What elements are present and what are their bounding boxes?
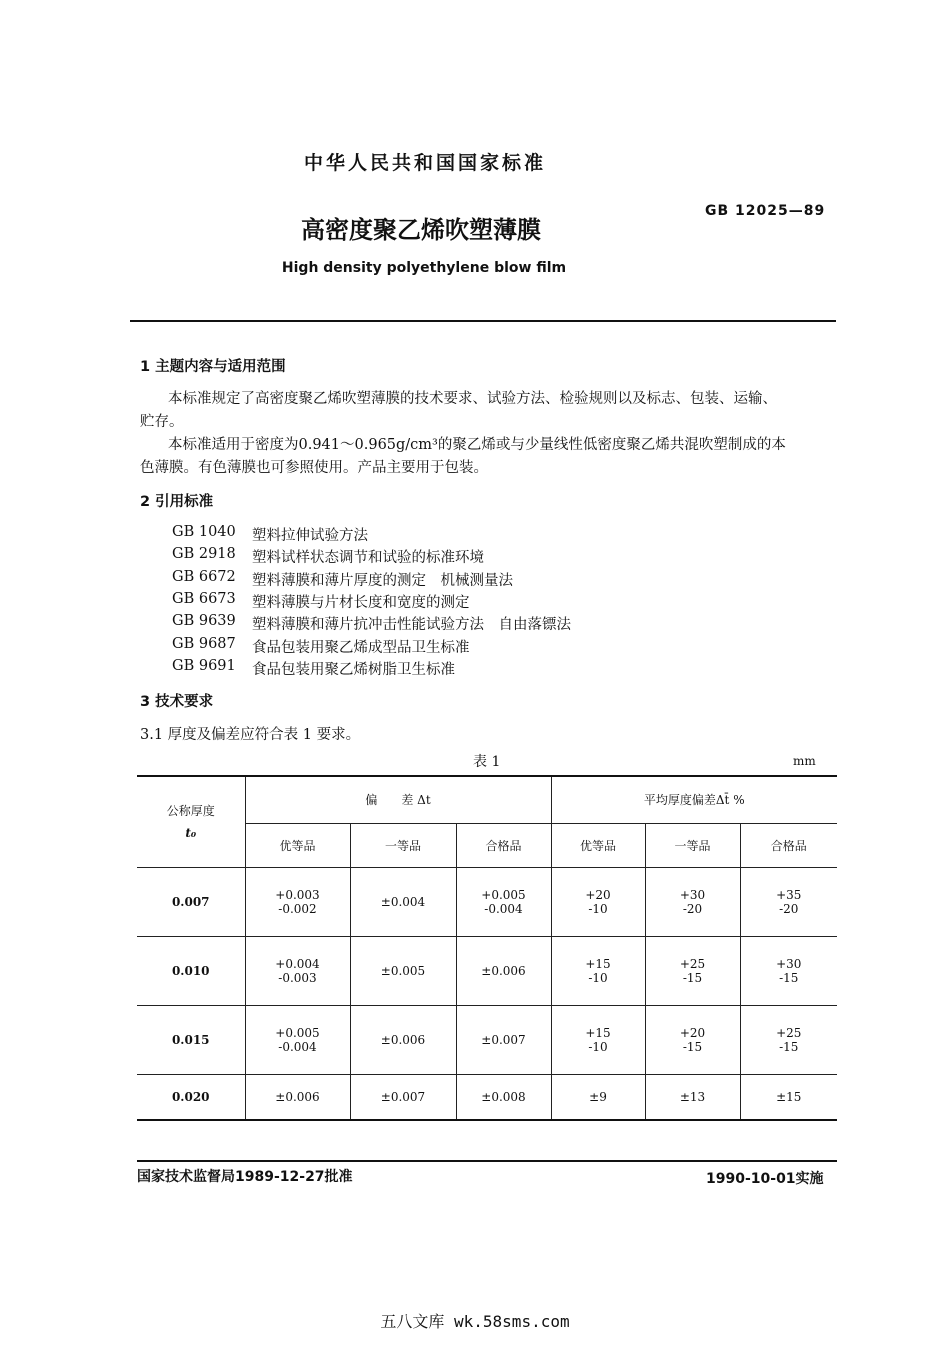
- cell-line: ±0.007: [481, 1033, 526, 1047]
- cell-line: +20: [679, 1026, 706, 1040]
- cell-line: -0.003: [278, 971, 317, 985]
- cell-line: +0.005: [481, 888, 526, 902]
- header-label: 公称厚度: [166, 804, 215, 818]
- reference-code: GB 9691: [172, 657, 236, 674]
- approval-date: 国家技术监督局1989-12-27批准: [137, 1169, 353, 1185]
- tolerance-cell: [551, 1075, 645, 1121]
- header-avg-deviation: 平均厚度偏差Δt̄ %: [551, 776, 837, 824]
- cell-line: ±15: [776, 1090, 802, 1104]
- subheader-grade: 一等品: [645, 824, 740, 868]
- clause-3-1: 3.1 厚度及偏差应符合表 1 要求。: [140, 727, 361, 743]
- header-nominal-thickness: [137, 776, 245, 868]
- issuing-org: 中华人民共和国国家标准: [303, 152, 546, 174]
- tolerance-cell: [245, 1075, 350, 1121]
- cell-line: -20: [682, 902, 703, 916]
- tolerance-cell: [740, 1075, 837, 1121]
- tolerance-cell: [645, 937, 740, 1006]
- cell-line: +15: [585, 1026, 611, 1040]
- cell-line: -15: [682, 971, 703, 985]
- reference-title: 食品包装用聚乙烯成型品卫生标准: [252, 639, 470, 656]
- subheader-grade: 优等品: [551, 824, 645, 868]
- tolerance-cell: [350, 1006, 456, 1075]
- section-1-heading: 1 主题内容与适用范围: [140, 359, 286, 375]
- table-row: [137, 937, 837, 1006]
- cell-line: 0.007: [171, 895, 210, 909]
- cell-line: -0.004: [484, 902, 523, 916]
- cell-line: ±0.004: [380, 895, 426, 909]
- tolerance-cell: [456, 868, 551, 937]
- cell-line: ±0.006: [275, 1090, 320, 1104]
- table-row: [137, 868, 837, 937]
- table-unit: mm: [793, 754, 816, 768]
- cell-line: +20: [585, 888, 611, 902]
- tolerance-cell: [245, 868, 350, 937]
- subheader-grade: 一等品: [350, 824, 456, 868]
- tolerance-cell: [456, 1006, 551, 1075]
- cell-line: +25: [679, 957, 706, 971]
- cell-line: +30: [776, 957, 802, 971]
- cell-line: ±0.005: [380, 964, 426, 978]
- tolerance-cell: [456, 1075, 551, 1121]
- reference-title: 塑料薄膜与片材长度和宽度的测定: [252, 594, 470, 611]
- tolerance-cell: [740, 868, 837, 937]
- reference-title: 塑料薄膜和薄片抗冲击性能试验方法 自由落镖法: [252, 617, 571, 634]
- cell-line: -10: [588, 902, 608, 916]
- nominal-thickness-cell: [137, 937, 245, 1006]
- tolerance-cell: [645, 1006, 740, 1075]
- effective-date: 1990-10-01实施: [706, 1171, 824, 1187]
- tolerance-cell: [551, 1006, 645, 1075]
- cell-line: -15: [779, 971, 799, 985]
- subheader-grade: 合格品: [456, 824, 551, 868]
- title-en: High density polyethylene blow film: [281, 260, 567, 276]
- reference-code: GB 1040: [172, 524, 236, 540]
- para1-line2: 贮存。: [140, 414, 184, 430]
- tolerance-cell: [645, 868, 740, 937]
- subheader-grade: 合格品: [740, 824, 837, 868]
- reference-title: 塑料试样状态调节和试验的标准环境: [252, 550, 484, 567]
- standard-code: GB 12025—89: [705, 203, 826, 219]
- cell-line: -0.002: [278, 902, 317, 916]
- tolerance-cell: [740, 937, 837, 1006]
- tolerance-cell: [245, 937, 350, 1006]
- reference-code: GB 9639: [172, 613, 236, 630]
- table-row: [137, 1006, 837, 1075]
- cell-line: ±0.006: [481, 964, 526, 978]
- section-3-heading: 3 技术要求: [140, 694, 214, 710]
- tolerance-cell: [245, 1006, 350, 1075]
- nominal-thickness-cell: [137, 868, 245, 937]
- thickness-table: [137, 775, 837, 1121]
- cell-line: -10: [588, 971, 608, 985]
- reference-code: GB 6673: [172, 590, 236, 607]
- cell-line: -10: [588, 1040, 608, 1054]
- tolerance-cell: [551, 937, 645, 1006]
- reference-code: GB 2918: [172, 546, 236, 563]
- para2-line2: 色薄膜。有色薄膜也可参照使用。产品主要用于包装。: [140, 460, 488, 476]
- cell-line: 0.015: [171, 1033, 210, 1047]
- nominal-thickness-cell: [137, 1075, 245, 1121]
- table-caption: 表 1: [473, 754, 501, 770]
- cell-line: +35: [776, 888, 802, 902]
- cell-line: +0.005: [275, 1026, 320, 1040]
- tolerance-cell: [645, 1075, 740, 1121]
- cell-line: +0.003: [275, 888, 320, 902]
- cell-line: ±9: [589, 1090, 607, 1104]
- cell-line: +15: [585, 957, 611, 971]
- subheader-grade: 优等品: [245, 824, 350, 868]
- reference-code: GB 9687: [172, 635, 236, 652]
- footer-rule: [137, 1160, 837, 1162]
- header-symbol: t₀: [185, 826, 197, 840]
- cell-line: ±0.006: [380, 1033, 426, 1047]
- cell-line: ±0.007: [380, 1090, 426, 1104]
- cell-line: ±0.008: [481, 1090, 526, 1104]
- para2-line1: 本标准适用于密度为0.941～0.965g/cm³的聚乙烯或与少量线性低密度聚乙烯共混吹塑制成的本: [168, 437, 786, 453]
- reference-title: 塑料薄膜和薄片厚度的测定 机械测量法: [252, 572, 513, 589]
- header-deviation: 偏 差 Δt: [245, 776, 551, 824]
- cell-line: +25: [776, 1026, 802, 1040]
- section-2-heading: 2 引用标准: [140, 494, 214, 510]
- watermark-text: 五八文库 wk.58sms.com: [380, 1312, 570, 1331]
- cell-line: -15: [682, 1040, 703, 1054]
- reference-code: GB 6672: [172, 568, 236, 585]
- para1-line1: 本标准规定了高密度聚乙烯吹塑薄膜的技术要求、试验方法、检验规则以及标志、包装、运输、: [168, 391, 777, 407]
- tolerance-cell: [740, 1006, 837, 1075]
- cell-line: ±13: [679, 1090, 706, 1104]
- cell-line: 0.010: [171, 964, 210, 978]
- header-rule: [130, 320, 836, 322]
- tolerance-cell: [456, 937, 551, 1006]
- tolerance-cell: [551, 868, 645, 937]
- reference-title: 塑料拉伸试验方法: [252, 528, 368, 544]
- reference-title: 食品包装用聚乙烯树脂卫生标准: [252, 661, 455, 678]
- tolerance-cell: [350, 937, 456, 1006]
- cell-line: -15: [779, 1040, 799, 1054]
- title-cn: 高密度聚乙烯吹塑薄膜: [301, 216, 541, 244]
- cell-line: +30: [679, 888, 706, 902]
- nominal-thickness-cell: [137, 1006, 245, 1075]
- cell-line: +0.004: [275, 957, 320, 971]
- tolerance-cell: [350, 868, 456, 937]
- table-row: [137, 1075, 837, 1121]
- tolerance-cell: [350, 1075, 456, 1121]
- cell-line: -20: [779, 902, 799, 916]
- cell-line: -0.004: [278, 1040, 317, 1054]
- cell-line: 0.020: [171, 1090, 210, 1104]
